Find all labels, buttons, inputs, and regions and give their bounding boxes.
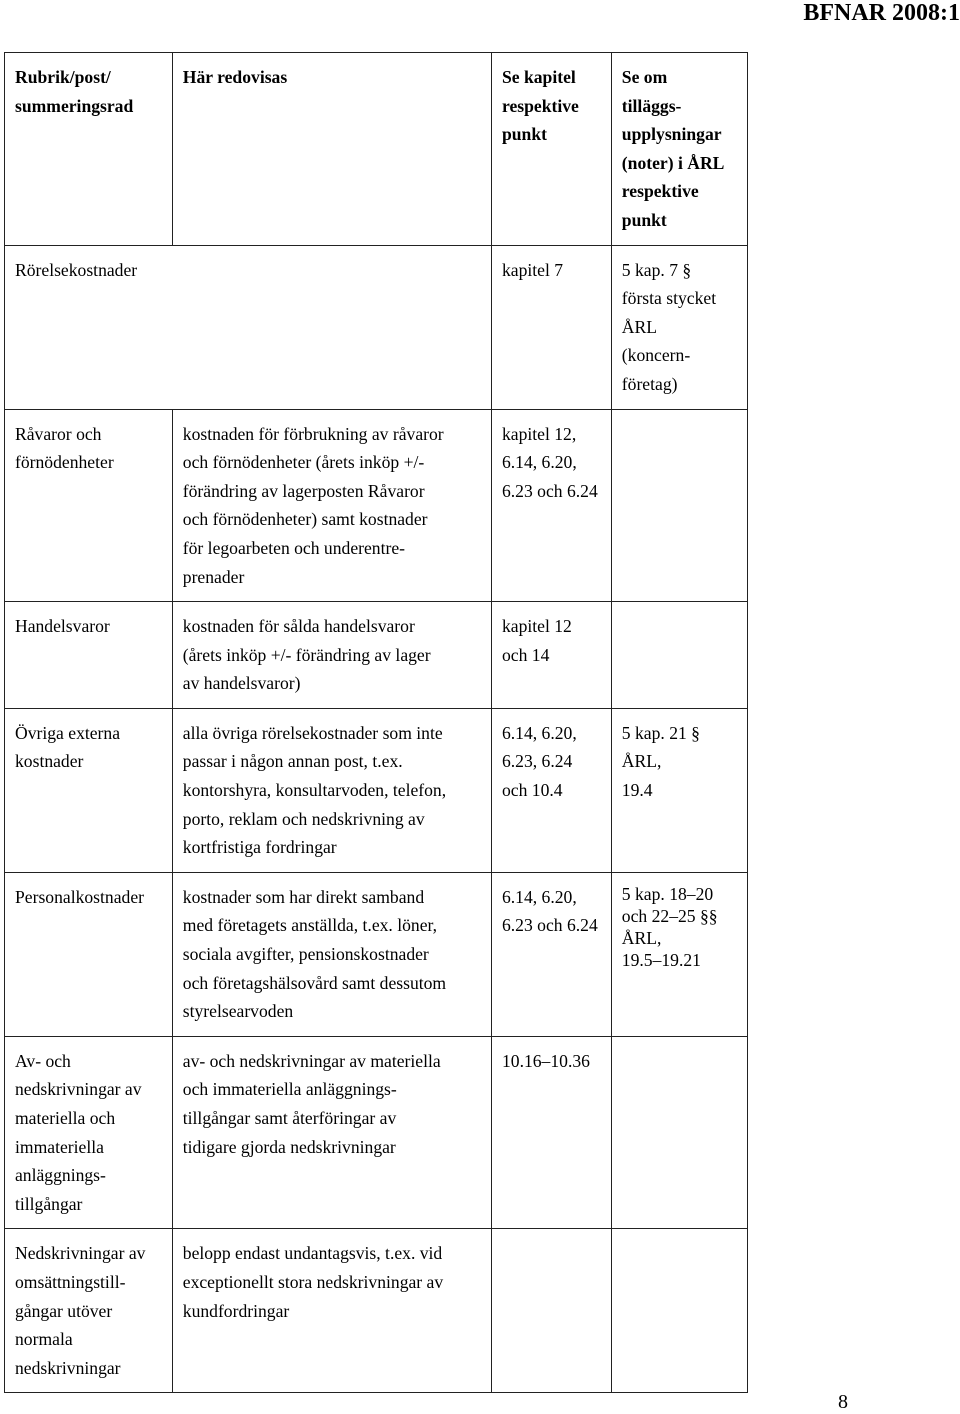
row-rubrik: Personalkostnader — [5, 872, 173, 1036]
row-kapitel: 10.16–10.36 — [491, 1036, 611, 1229]
row-har-redovisas: kostnaden för sålda handelsvaror (årets inköp +/- förändring av lager av handelsvaror) — [172, 602, 491, 709]
header-se-arl: Se om tilläggs- upplysningar (noter) i ÅRL respektive punkt — [611, 53, 747, 246]
row-arl: 5 kap. 18–20 och 22–25 §§ ÅRL, 19.5–19.21 — [611, 872, 747, 1036]
row-kapitel: 6.14, 6.20, 6.23 och 6.24 — [491, 872, 611, 1036]
row-rubrik: Handelsvaror — [5, 602, 173, 709]
document-id: BFNAR 2008:1 — [803, 0, 960, 26]
page-number: 8 — [838, 1391, 848, 1413]
row-arl: 5 kap. 7 § första stycket ÅRL (koncern- företag) — [611, 245, 747, 409]
row-kapitel: kapitel 12 och 14 — [491, 602, 611, 709]
table-row — [5, 602, 748, 709]
row-rubrik: Nedskrivningar av omsättningstill- gångar utöver normala nedskrivningar — [5, 1229, 173, 1393]
table-row — [5, 409, 748, 602]
row-arl — [611, 1036, 747, 1229]
row-arl — [611, 409, 747, 602]
row-rubrik: Råvaror och förnödenheter — [5, 409, 173, 602]
table-row — [5, 1036, 748, 1229]
table-row — [5, 872, 748, 1036]
row-arl: 5 kap. 21 § ÅRL, 19.4 — [611, 708, 747, 872]
row-rubrik: Övriga externa kostnader — [5, 708, 173, 872]
row-rubrik: Av- och nedskrivningar av materiella och immateriella anläggnings- tillgångar — [5, 1036, 173, 1229]
row-har-redovisas: kostnader som har direkt samband med företagets anställda, t.ex. löner, sociala avgifter, pensionskostnader och företagshälsovård samt dessutom styrelsearvoden — [172, 872, 491, 1036]
row-rubrik: Rörelsekostnader — [5, 245, 492, 409]
row-kapitel: 6.14, 6.20, 6.23, 6.24 och 10.4 — [491, 708, 611, 872]
row-kapitel — [491, 1229, 611, 1393]
row-kapitel: kapitel 12, 6.14, 6.20, 6.23 och 6.24 — [491, 409, 611, 602]
row-arl — [611, 602, 747, 709]
header-rubrik: Rubrik/post/ summeringsrad — [5, 53, 173, 246]
row-har-redovisas: kostnaden för förbrukning av råvaror och förnödenheter (årets inköp +/- förändring av lagerposten Råvaror och förnödenheter) samt kostnader för legoarbeten och underentre- prenader — [172, 409, 491, 602]
table-header-row — [5, 53, 748, 246]
row-arl — [611, 1229, 747, 1393]
table-row — [5, 245, 748, 409]
row-har-redovisas: av- och nedskrivningar av materiella och immateriella anläggnings- tillgångar samt återföringar av tidigare gjorda nedskrivningar — [172, 1036, 491, 1229]
header-se-kapitel: Se kapitel respektive punkt — [491, 53, 611, 246]
table-row — [5, 708, 748, 872]
header-har-redovisas: Här redovisas — [172, 53, 491, 246]
row-har-redovisas: belopp endast undantagsvis, t.ex. vid exceptionellt stora nedskrivningar av kundfordringar — [172, 1229, 491, 1393]
reference-table — [4, 52, 748, 1393]
table-row — [5, 1229, 748, 1393]
row-har-redovisas: alla övriga rörelsekostnader som inte passar i någon annan post, t.ex. kontorshyra, konsultarvoden, telefon, porto, reklam och nedskrivning av kortfristiga fordringar — [172, 708, 491, 872]
row-kapitel: kapitel 7 — [491, 245, 611, 409]
